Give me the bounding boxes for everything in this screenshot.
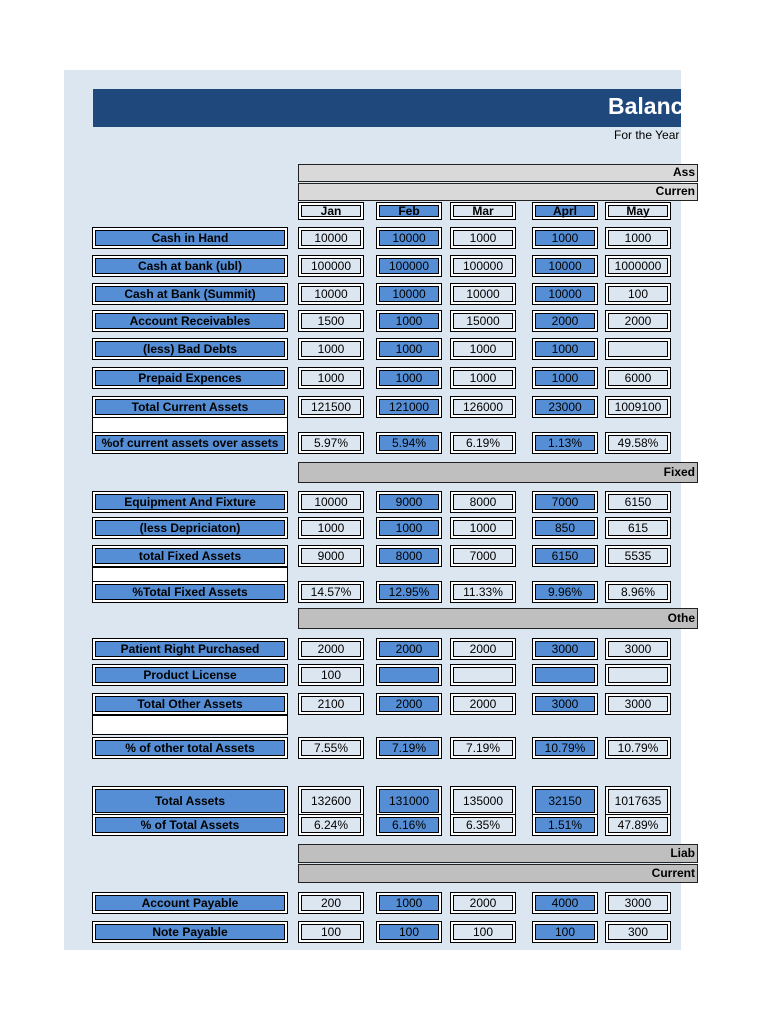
value-cell[interactable]: 1000 [376, 310, 442, 332]
row-label[interactable]: Cash in Hand [92, 227, 288, 249]
value-cell[interactable]: 7000 [450, 545, 516, 567]
value-cell[interactable]: 1000 [532, 338, 598, 360]
value-cell[interactable]: 2000 [450, 638, 516, 660]
value-cell[interactable]: 1009100 [605, 396, 671, 418]
value-cell[interactable]: 10000 [376, 227, 442, 249]
value-cell[interactable]: 49.58% [605, 432, 671, 454]
fixed-assets-section-header [298, 462, 698, 483]
value-cell[interactable]: 3000 [605, 892, 671, 914]
value-cell[interactable]: 2000 [298, 638, 364, 660]
row-label[interactable]: Account Payable [92, 892, 288, 914]
value-cell[interactable]: 6.24% [298, 814, 364, 836]
value-cell[interactable]: 6.19% [450, 432, 516, 454]
value-cell[interactable]: 11.33% [450, 581, 516, 603]
value-cell[interactable]: 9.96% [532, 581, 598, 603]
value-cell[interactable]: 200 [298, 892, 364, 914]
value-cell[interactable]: 10000 [298, 227, 364, 249]
value-cell[interactable]: 3000 [605, 693, 671, 715]
value-cell[interactable]: 3000 [532, 693, 598, 715]
row-label[interactable]: Note Payable [92, 921, 288, 943]
row-label[interactable]: %Total Fixed Assets [92, 581, 288, 603]
row-label[interactable]: (less Depriciaton) [92, 517, 288, 539]
value-cell[interactable]: 9000 [298, 545, 364, 567]
value-cell[interactable]: 3000 [605, 638, 671, 660]
value-cell[interactable]: 10.79% [532, 737, 598, 759]
value-cell[interactable]: 1000 [376, 517, 442, 539]
value-cell[interactable]: 1.13% [532, 432, 598, 454]
value-cell[interactable]: 10000 [532, 255, 598, 277]
value-cell[interactable]: 100 [298, 664, 364, 686]
value-cell[interactable]: 10000 [298, 283, 364, 305]
value-cell[interactable] [605, 664, 671, 686]
value-cell[interactable]: 300 [605, 921, 671, 943]
assets-section-label: Ass [672, 165, 695, 179]
value-cell[interactable]: 23000 [532, 396, 598, 418]
value-cell[interactable]: 4000 [532, 892, 598, 914]
value-cell[interactable]: 1000 [532, 367, 598, 389]
current-assets-section-label: Curren [655, 184, 695, 198]
value-cell[interactable] [376, 664, 442, 686]
value-cell[interactable]: 1000 [376, 367, 442, 389]
value-cell[interactable]: 132600 [298, 786, 364, 816]
other-assets-section-label: Othe [667, 611, 695, 625]
value-cell[interactable] [605, 338, 671, 360]
value-cell[interactable] [532, 664, 598, 686]
liabilities-section-header [298, 844, 698, 863]
value-cell[interactable]: 10000 [450, 283, 516, 305]
value-cell[interactable]: 1000 [376, 338, 442, 360]
value-cell[interactable]: 1000 [376, 892, 442, 914]
spacer-row [92, 417, 288, 433]
row-label[interactable]: Prepaid Expences [92, 367, 288, 389]
value-cell[interactable]: 2100 [298, 693, 364, 715]
value-cell[interactable]: 1000 [450, 367, 516, 389]
value-cell[interactable]: 850 [532, 517, 598, 539]
value-cell[interactable]: 2000 [376, 693, 442, 715]
value-cell[interactable]: 135000 [450, 786, 516, 816]
liabilities-section-label: Liab [670, 846, 695, 860]
fixed-assets-section-label: Fixed [663, 465, 695, 479]
value-cell[interactable]: 1000 [532, 227, 598, 249]
value-cell[interactable]: 10000 [298, 491, 364, 513]
value-cell[interactable]: 7.19% [376, 737, 442, 759]
value-cell[interactable]: 1000 [298, 367, 364, 389]
value-cell[interactable]: 32150 [532, 786, 598, 816]
row-label[interactable]: Total Current Assets [92, 396, 288, 418]
value-cell[interactable]: 6000 [605, 367, 671, 389]
value-cell[interactable]: 47.89% [605, 814, 671, 836]
value-cell[interactable]: 1500 [298, 310, 364, 332]
value-cell[interactable]: 100000 [376, 255, 442, 277]
value-cell[interactable] [450, 664, 516, 686]
title-bar [93, 89, 684, 127]
value-cell[interactable]: 100 [376, 921, 442, 943]
value-cell[interactable]: 1000 [450, 517, 516, 539]
value-cell[interactable]: 8.96% [605, 581, 671, 603]
assets-section-header [298, 164, 698, 182]
value-cell[interactable]: 2000 [532, 310, 598, 332]
value-cell[interactable]: 1000 [450, 227, 516, 249]
value-cell[interactable]: 2000 [450, 892, 516, 914]
value-cell[interactable]: 1000 [298, 338, 364, 360]
value-cell[interactable]: 10000 [532, 283, 598, 305]
value-cell[interactable]: 1000 [450, 338, 516, 360]
spreadsheet-sheet [64, 70, 695, 950]
row-label[interactable]: total Fixed Assets [92, 545, 288, 567]
value-cell[interactable]: 1017635 [605, 786, 671, 816]
value-cell[interactable]: 3000 [532, 638, 598, 660]
month-header-may[interactable]: May [605, 202, 671, 220]
value-cell[interactable]: 10.79% [605, 737, 671, 759]
value-cell[interactable]: 100 [298, 921, 364, 943]
row-label[interactable]: Cash at bank (ubl) [92, 255, 288, 277]
value-cell[interactable]: 131000 [376, 786, 442, 816]
month-header-jan[interactable]: Jan [298, 202, 364, 220]
value-cell[interactable]: 7000 [532, 491, 598, 513]
value-cell[interactable]: 15000 [450, 310, 516, 332]
month-header-mar[interactable]: Mar [450, 202, 516, 220]
spacer-row [92, 715, 288, 735]
value-cell[interactable]: 2000 [450, 693, 516, 715]
value-cell[interactable]: 5.97% [298, 432, 364, 454]
value-cell[interactable]: 100 [450, 921, 516, 943]
value-cell[interactable]: 7.55% [298, 737, 364, 759]
value-cell[interactable]: 6150 [532, 545, 598, 567]
value-cell[interactable]: 1000 [605, 227, 671, 249]
row-label[interactable]: %of current assets over assets [92, 432, 288, 454]
value-cell[interactable]: 100000 [298, 255, 364, 277]
value-cell[interactable]: 121000 [376, 396, 442, 418]
value-cell[interactable]: 6.35% [450, 814, 516, 836]
row-label[interactable]: % of other total Assets [92, 737, 288, 759]
value-cell[interactable]: 1.51% [532, 814, 598, 836]
current-liabilities-section-label: Current [651, 866, 695, 880]
value-cell[interactable]: 100 [605, 283, 671, 305]
row-label[interactable]: Total Assets [92, 786, 288, 816]
value-cell[interactable]: 5535 [605, 545, 671, 567]
row-label[interactable]: % of Total Assets [92, 814, 288, 836]
value-cell[interactable]: 1000 [298, 517, 364, 539]
row-label[interactable]: Equipment And Fixture [92, 491, 288, 513]
value-cell[interactable]: 8000 [450, 491, 516, 513]
value-cell[interactable]: 7.19% [450, 737, 516, 759]
row-label[interactable]: Account Receivables [92, 310, 288, 332]
value-cell[interactable]: 1000000 [605, 255, 671, 277]
row-label[interactable]: Cash at Bank (Summit) [92, 283, 288, 305]
other-assets-section-header [298, 608, 698, 629]
value-cell[interactable]: 100 [532, 921, 598, 943]
current-liabilities-section-header [298, 864, 698, 883]
value-cell[interactable]: 6.16% [376, 814, 442, 836]
value-cell[interactable]: 615 [605, 517, 671, 539]
row-label[interactable]: Patient Right Purchased [92, 638, 288, 660]
value-cell[interactable]: 8000 [376, 545, 442, 567]
row-label[interactable]: (less) Bad Debts [92, 338, 288, 360]
value-cell[interactable]: 14.57% [298, 581, 364, 603]
value-cell[interactable]: 9000 [376, 491, 442, 513]
value-cell[interactable]: 2000 [605, 310, 671, 332]
value-cell[interactable]: 121500 [298, 396, 364, 418]
sheet-subtitle: For the Year [614, 128, 680, 142]
row-label[interactable]: Product License [92, 664, 288, 686]
row-label[interactable]: Total Other Assets [92, 693, 288, 715]
value-cell[interactable]: 6150 [605, 491, 671, 513]
value-cell[interactable]: 2000 [376, 638, 442, 660]
month-header-aprl[interactable]: Aprl [532, 202, 598, 220]
value-cell[interactable]: 5.94% [376, 432, 442, 454]
value-cell[interactable]: 126000 [450, 396, 516, 418]
month-header-feb[interactable]: Feb [376, 202, 442, 220]
sheet-title: Balanc [608, 93, 684, 119]
current-assets-section-header [298, 183, 698, 201]
value-cell[interactable]: 12.95% [376, 581, 442, 603]
value-cell[interactable]: 100000 [450, 255, 516, 277]
value-cell[interactable]: 10000 [376, 283, 442, 305]
